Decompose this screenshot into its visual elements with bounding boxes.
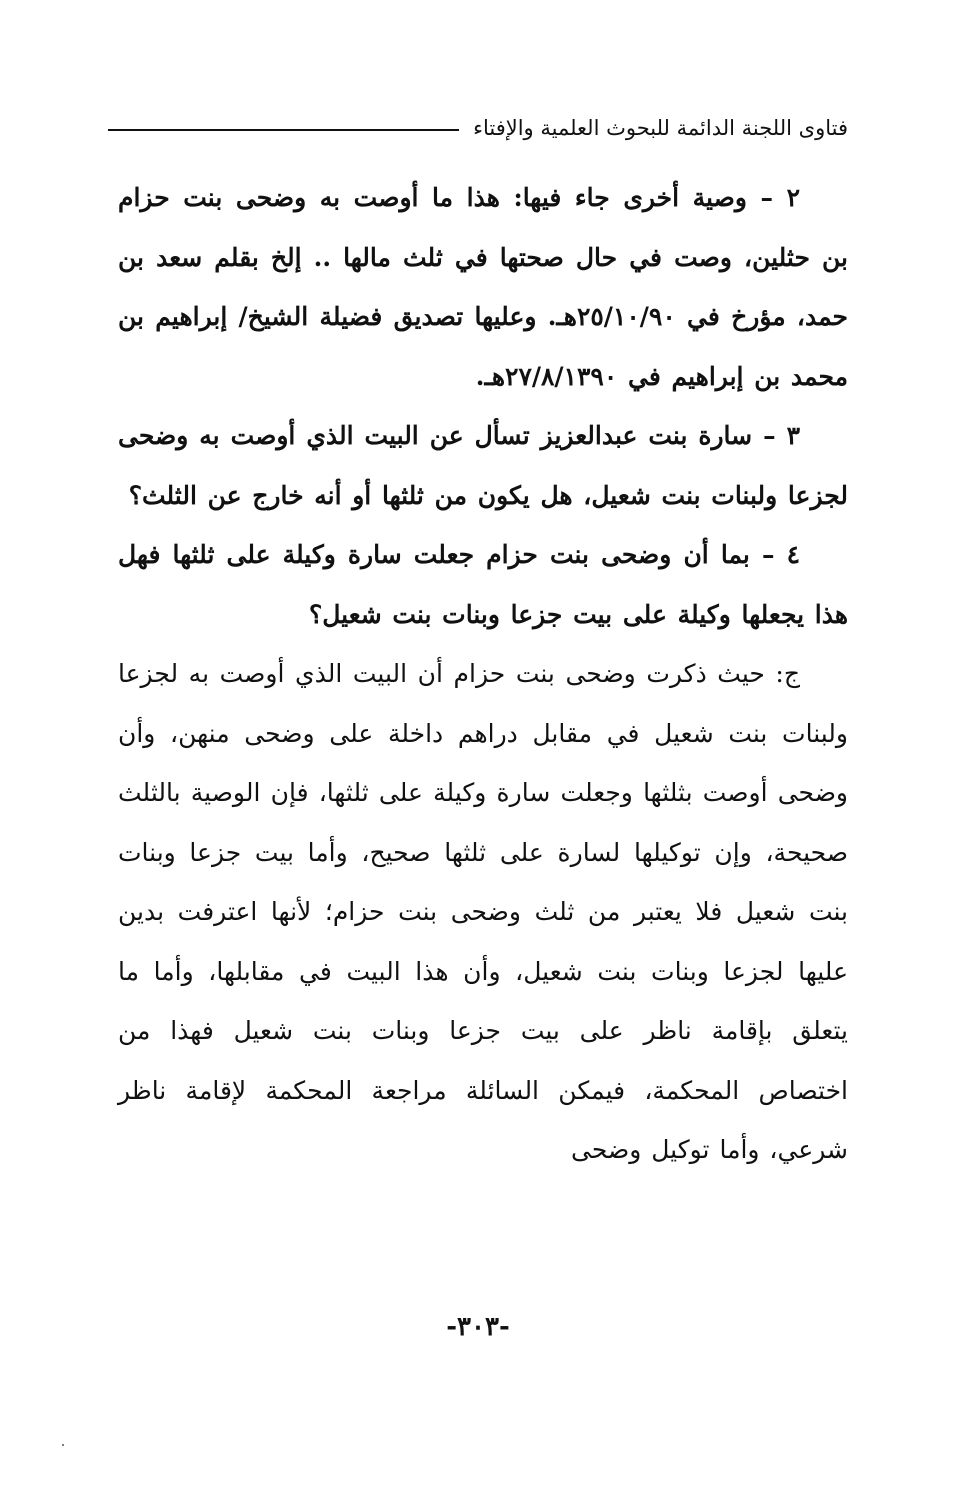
answer-paragraph: ج: حيث ذكرت وضحى بنت حزام أن البيت الذي أوصت به لجزعا ولبنات بنت شعيل في مقابل دراهم داخلة على وضحى منهن، وأن وضحى أوصت بثلثها وجعلت سارة وكيلة على ثلثها، فإن الوصية بالثلث صحيحة، وإن توكيلها لسارة على ثلثها صحيح، وأما بيت جزعا وبنات بنت شعيل فلا يعتبر من ثلث وضحى بنت حزام؛ لأنها اعترفت بدين عليها لجزعا وبنات بنت شعيل، وأن هذا البيت في مقابلها، وأما ما يتعلق بإقامة ناظر على بيت جزعا وبنات بنت شعيل فهذا من اختصاص المحكمة، فيمكن السائلة مراجعة المحكمة لإقامة ناظر شرعي، وأما توكيل وضحى	[118, 659, 848, 1164]
page-number: -٣٠٣-	[446, 1312, 510, 1342]
question-paragraph-4: ٤ – بما أن وضحى بنت حزام جعلت سارة وكيلة على ثلثها فهل هذا يجعلها وكيلة على بيت جزعا وبنات بنت شعيل؟	[118, 540, 848, 629]
running-header	[108, 108, 848, 148]
header-rule	[108, 129, 459, 131]
question-paragraph-2: ٢ – وصية أخرى جاء فيها: هذا ما أوصت به وضحى بنت حزام بن حثلين، وصت في حال صحتها في ثلث مالها .. إلخ بقلم سعد بن حمد، مؤرخ في ٢٥/١٠/٩٠هـ. وعليها تصديق فضيلة الشيخ/ إبراهيم بن محمد بن إبراهيم في ٢٧/٨/١٣٩٠هـ.	[118, 183, 849, 391]
fatwa-body	[118, 168, 848, 1180]
header-title: فتاوى اللجنة الدائمة للبحوث العلمية والإفتاء	[473, 116, 848, 140]
scan-speck	[62, 1444, 64, 1446]
question-paragraph-3: ٣ – سارة بنت عبدالعزيز تسأل عن البيت الذي أوصت به وضحى لجزعا ولبنات بنت شعيل، هل يكون من ثلثها أو أنه خارج عن الثلث؟	[118, 421, 848, 510]
